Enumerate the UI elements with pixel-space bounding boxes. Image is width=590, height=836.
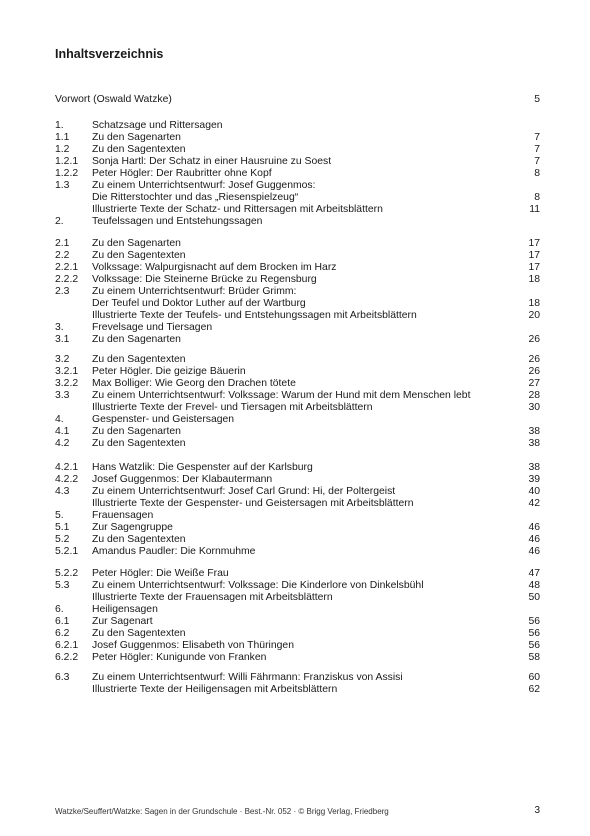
toc-entry-text: Die Ritterstochter und das „Riesenspielzeug“ xyxy=(92,192,299,203)
toc-entry-text: Volkssage: Die Steinerne Brücke zu Regensburg xyxy=(92,274,317,285)
toc-entry-page: 56 xyxy=(528,616,540,627)
toc-entry-page: 56 xyxy=(528,628,540,639)
toc-entry-text: Peter Högler: Die Weiße Frau xyxy=(92,568,229,579)
toc-entry-page: 62 xyxy=(528,684,540,695)
toc-entry-page: 42 xyxy=(528,498,540,509)
toc-entry-text: Illustrierte Texte der Gespenster- und Geistersagen mit Arbeitsblättern xyxy=(92,498,414,509)
toc-entry-number: 1.1 xyxy=(55,132,70,143)
toc-entry-number: 5.1 xyxy=(55,522,70,533)
toc-entry-text: Zu einem Unterrichtsentwurf: Josef Carl Grund: Hi, der Poltergeist xyxy=(92,486,396,497)
toc-entry-page: 38 xyxy=(528,438,540,449)
toc-entry xyxy=(0,684,590,696)
toc-entry-page: 38 xyxy=(528,462,540,473)
toc-entry xyxy=(0,616,590,628)
toc-entry-number: 3.2 xyxy=(55,354,70,365)
toc-entry-text: Teufelssagen und Entstehungssagen xyxy=(92,216,263,227)
toc-entry-text: Zu den Sagentexten xyxy=(92,534,186,545)
toc-entry xyxy=(0,156,590,168)
toc-entry xyxy=(0,438,590,450)
toc-entry-text: Vorwort (Oswald Watzke) xyxy=(55,94,172,105)
toc-entry-text: Zur Sagenart xyxy=(92,616,153,627)
toc-entry-number: 5.2.2 xyxy=(55,568,79,579)
toc-entry xyxy=(0,640,590,652)
toc-entry-text: Zur Sagengruppe xyxy=(92,522,173,533)
toc-entry-page: 8 xyxy=(534,168,540,179)
toc-entry-text: Zu einem Unterrichtsentwurf: Willi Fährmann: Franziskus von Assisi xyxy=(92,672,403,683)
toc-entry-page: 11 xyxy=(529,204,540,215)
toc-entry-text: Heiligensagen xyxy=(92,604,158,615)
toc-entry xyxy=(0,354,590,366)
toc-entry xyxy=(0,274,590,286)
toc-entry-text: Volkssage: Walpurgisnacht auf dem Brocken im Harz xyxy=(92,262,337,273)
toc-entry-number: 3.1 xyxy=(55,334,70,345)
toc-entry xyxy=(0,298,590,310)
toc-entry-text: Zu den Sagenarten xyxy=(92,426,181,437)
toc-entry xyxy=(0,94,590,106)
toc-entry xyxy=(0,390,590,402)
toc-entry-text: Zu den Sagenarten xyxy=(92,238,181,249)
toc-entry-number: 5.2.1 xyxy=(55,546,79,557)
toc-entry-number: 3. xyxy=(55,322,64,333)
toc-entry-text: Zu den Sagentexten xyxy=(92,354,186,365)
toc-entry-page: 47 xyxy=(528,568,540,579)
toc-entry-number: 1. xyxy=(55,120,64,131)
toc-entry xyxy=(0,204,590,216)
toc-entry xyxy=(0,262,590,274)
toc-entry-number: 6.2.1 xyxy=(55,640,79,651)
toc-entry-text: Zu den Sagenarten xyxy=(92,334,181,345)
toc-entry-number: 6.2 xyxy=(55,628,70,639)
toc-entry-page: 48 xyxy=(528,580,540,591)
toc-entry xyxy=(0,510,590,522)
toc-entry-number: 3.2.1 xyxy=(55,366,79,377)
toc-entry-number: 5.3 xyxy=(55,580,70,591)
toc-entry-number: 4.2.2 xyxy=(55,474,79,485)
toc-entry xyxy=(0,250,590,262)
toc-entry-number: 1.2.2 xyxy=(55,168,79,179)
toc-entry-number: 1.3 xyxy=(55,180,70,191)
toc-entry xyxy=(0,604,590,616)
toc-entry-text: Illustrierte Texte der Teufels- und Entstehungssagen mit Arbeitsblättern xyxy=(92,310,417,321)
toc-entry xyxy=(0,334,590,346)
toc-entry-page: 26 xyxy=(528,334,540,345)
toc-entry-page: 38 xyxy=(528,426,540,437)
toc-entry-number: 2.2 xyxy=(55,250,70,261)
toc-entry-page: 28 xyxy=(528,390,540,401)
toc-entry-text: Peter Högler: Kunigunde von Franken xyxy=(92,652,267,663)
toc-entry-text: Zu einem Unterrichtsentwurf: Volkssage: Warum der Hund mit dem Menschen lebt xyxy=(92,390,471,401)
toc-entry xyxy=(0,486,590,498)
toc-entry-number: 6. xyxy=(55,604,64,615)
toc-entry-page: 7 xyxy=(534,156,540,167)
toc-entry-page: 27 xyxy=(528,378,540,389)
toc-entry-text: Der Teufel und Doktor Luther auf der Wartburg xyxy=(92,298,306,309)
toc-entry xyxy=(0,462,590,474)
toc-entry-number: 5. xyxy=(55,510,64,521)
toc-entry-page: 18 xyxy=(528,274,540,285)
toc-entry-number: 2.1 xyxy=(55,238,70,249)
toc-entry xyxy=(0,168,590,180)
toc-entry-text: Sonja Hartl: Der Schatz in einer Hausruine zu Soest xyxy=(92,156,332,167)
toc-entry-text: Zu den Sagentexten xyxy=(92,250,186,261)
toc-entry-number: 6.2.2 xyxy=(55,652,79,663)
toc-entry-number: 2.2.2 xyxy=(55,274,79,285)
toc-entry-number: 3.3 xyxy=(55,390,70,401)
page-number: 3 xyxy=(534,805,540,816)
toc-entry xyxy=(0,672,590,684)
toc-entry xyxy=(0,120,590,132)
toc-entry-page: 17 xyxy=(528,238,540,249)
toc-entry xyxy=(0,426,590,438)
toc-entry-page: 7 xyxy=(534,132,540,143)
toc-entry-number: 4.2.1 xyxy=(55,462,79,473)
toc-entry xyxy=(0,144,590,156)
toc-entry-page: 5 xyxy=(534,94,540,105)
toc-entry-text: Josef Guggenmos: Elisabeth von Thüringen xyxy=(92,640,294,651)
toc-entry-number: 4.2 xyxy=(55,438,70,449)
toc-entry-text: Zu einem Unterrichtsentwurf: Volkssage: Die Kinderlore von Dinkelsbühl xyxy=(92,580,424,591)
toc-entry-number: 1.2 xyxy=(55,144,70,155)
toc-entry-text: Peter Högler. Die geizige Bäuerin xyxy=(92,366,246,377)
toc-entry-page: 18 xyxy=(528,298,540,309)
toc-entry xyxy=(0,546,590,558)
toc-entry-text: Schatzsage und Rittersagen xyxy=(92,120,223,131)
toc-entry-number: 4.3 xyxy=(55,486,70,497)
toc-entry xyxy=(0,568,590,580)
toc-entry-text: Josef Guggenmos: Der Klabautermann xyxy=(92,474,273,485)
toc-entry-page: 7 xyxy=(534,144,540,155)
toc-entry xyxy=(0,580,590,592)
toc-entry-page: 20 xyxy=(528,310,540,321)
toc-entry xyxy=(0,310,590,322)
toc-entry-text: Illustrierte Texte der Schatz- und Rittersagen mit Arbeitsblättern xyxy=(92,204,383,215)
toc-entry xyxy=(0,180,590,192)
toc-entry-number: 5.2 xyxy=(55,534,70,545)
toc-entry-text: Hans Watzlik: Die Gespenster auf der Karlsburg xyxy=(92,462,313,473)
toc-entry-page: 56 xyxy=(528,640,540,651)
toc-entry-text: Zu den Sagentexten xyxy=(92,628,186,639)
toc-entry xyxy=(0,534,590,546)
toc-entry xyxy=(0,192,590,204)
toc-entry xyxy=(0,474,590,486)
footer-text: Watzke/Seuffert/Watzke: Sagen in der Grundschule · Best.-Nr. 052 · © Brigg Verlag, Friedberg xyxy=(55,807,389,816)
toc-entry-number: 1.2.1 xyxy=(55,156,79,167)
toc-entry-page: 46 xyxy=(528,546,540,557)
toc-entry xyxy=(0,402,590,414)
toc-entry-page: 46 xyxy=(528,534,540,545)
toc-entry-text: Illustrierte Texte der Frevel- und Tiersagen mit Arbeitsblättern xyxy=(92,402,373,413)
toc-entry-page: 40 xyxy=(528,486,540,497)
toc-entry-number: 4. xyxy=(55,414,64,425)
toc-entry-number: 4.1 xyxy=(55,426,70,437)
toc-entry-number: 2. xyxy=(55,216,64,227)
toc-entry xyxy=(0,522,590,534)
toc-entry xyxy=(0,414,590,426)
toc-entry-page: 26 xyxy=(528,366,540,377)
toc-entry-text: Zu einem Unterrichtsentwurf: Brüder Grimm: xyxy=(92,286,297,297)
toc-entry-page: 30 xyxy=(528,402,540,413)
toc-entry-text: Frevelsage und Tiersagen xyxy=(92,322,213,333)
toc-entry xyxy=(0,378,590,390)
toc-entry-text: Max Bolliger: Wie Georg den Drachen tötete xyxy=(92,378,296,389)
toc-entry-number: 2.2.1 xyxy=(55,262,79,273)
toc-entry-page: 17 xyxy=(528,250,540,261)
page-title: Inhaltsverzeichnis xyxy=(55,47,164,61)
toc-entry xyxy=(0,592,590,604)
toc-entry xyxy=(0,366,590,378)
toc-entry-text: Peter Högler: Der Raubritter ohne Kopf xyxy=(92,168,272,179)
toc-entry-page: 46 xyxy=(528,522,540,533)
toc-entry-text: Illustrierte Texte der Heiligensagen mit Arbeitsblättern xyxy=(92,684,338,695)
toc-entry-number: 2.3 xyxy=(55,286,70,297)
toc-entry-page: 58 xyxy=(528,652,540,663)
toc-entry xyxy=(0,628,590,640)
toc-entry xyxy=(0,286,590,298)
toc-entry-page: 39 xyxy=(528,474,540,485)
toc-entry-text: Zu einem Unterrichtsentwurf: Josef Guggenmos: xyxy=(92,180,316,191)
toc-entry-text: Amandus Paudler: Die Kornmuhme xyxy=(92,546,256,557)
toc-entry-text: Zu den Sagenarten xyxy=(92,132,181,143)
toc-entry-number: 6.1 xyxy=(55,616,70,627)
toc-entry-page: 60 xyxy=(528,672,540,683)
toc-entry-number: 3.2.2 xyxy=(55,378,79,389)
toc-entry-text: Zu den Sagentexten xyxy=(92,438,186,449)
toc-entry-page: 17 xyxy=(528,262,540,273)
toc-entry-text: Frauensagen xyxy=(92,510,154,521)
toc-entry-page: 26 xyxy=(528,354,540,365)
toc-entry xyxy=(0,322,590,334)
toc-entry xyxy=(0,238,590,250)
toc-entry xyxy=(0,216,590,228)
toc-entry-text: Gespenster- und Geistersagen xyxy=(92,414,235,425)
toc-entry xyxy=(0,132,590,144)
toc-entry-page: 50 xyxy=(528,592,540,603)
toc-entry-page: 8 xyxy=(534,192,540,203)
toc-entry-text: Illustrierte Texte der Frauensagen mit Arbeitsblättern xyxy=(92,592,333,603)
toc-entry xyxy=(0,652,590,664)
toc-entry xyxy=(0,498,590,510)
toc-entry-text: Zu den Sagentexten xyxy=(92,144,186,155)
toc-entry-number: 6.3 xyxy=(55,672,70,683)
